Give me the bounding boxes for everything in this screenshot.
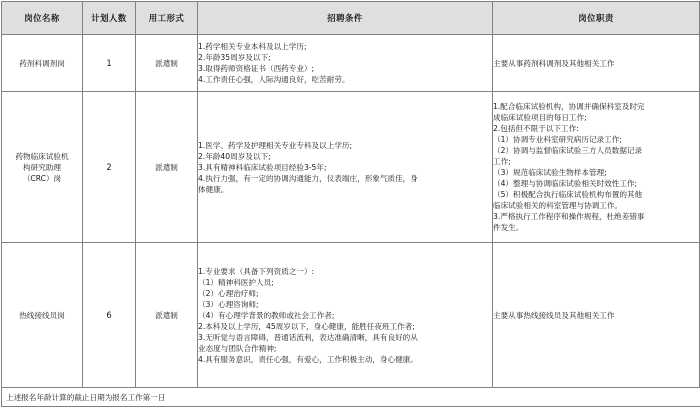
duty-line: 临床试验相关的科室管理与协调工作。 <box>493 201 623 210</box>
requirement-line: 4.执行力强，有一定的协调沟通能力，仪表端庄，形象气质佳，身 <box>198 173 418 183</box>
requirements-cell <box>198 35 493 92</box>
requirements-cell <box>198 92 493 243</box>
table-row <box>2 35 700 92</box>
count-cell: 2 <box>83 92 136 243</box>
duty-line: 1.配合临床试验机构，协调并确保科室及时完 <box>493 102 645 111</box>
requirement-line: 1.医学、药学及护理相关专业专科及以上学历; <box>198 140 353 150</box>
requirement-line: 1.药学相关专业本科及以上学历; <box>198 42 307 51</box>
footnote-row <box>2 388 700 407</box>
table-row <box>2 92 700 243</box>
header-employment: 用工形式 <box>136 2 198 35</box>
count-cell: 1 <box>83 35 136 92</box>
duty-line: 件发生。 <box>493 223 524 232</box>
position-name: 热线接线员岗 <box>19 310 65 320</box>
header-requirements: 招聘条件 <box>198 2 493 35</box>
requirement-line: 3.具有精神科临床试验项目经验3-5年; <box>198 162 327 172</box>
header-count: 计划人数 <box>83 2 136 35</box>
requirement-line: 2.年龄40周岁及以下; <box>198 151 271 161</box>
position-cell <box>2 35 83 92</box>
requirement-line: 2.年龄35周岁及以下; <box>198 53 271 62</box>
employment-cell: 派遣制 <box>136 35 198 92</box>
position-name: （CRC）岗 <box>22 173 62 183</box>
footnote: 上述报名年龄计算的截止日期为报名工作第一日 <box>2 388 700 407</box>
position-name: 药剂科调剂岗 <box>19 58 65 68</box>
requirement-line: （1）精神科医护人员; <box>198 277 274 287</box>
employment-cell: 派遣制 <box>136 243 198 388</box>
requirement-line: （3）心理咨询师; <box>198 299 259 309</box>
duty-line: （5）积极配合执行临床试验机构布置的其他 <box>493 190 643 199</box>
duty-line: （4）整理与协调临床试验相关时效性工作; <box>493 179 638 188</box>
position-name: 构研究助理 <box>23 162 61 172</box>
duty-line: 主要从事药剂科调剂及其他相关工作 <box>493 58 615 68</box>
requirement-line: 4.工作责任心强，人际沟通良好，吃苦耐劳。 <box>198 75 350 84</box>
count-cell: 6 <box>83 243 136 388</box>
duty-line: 成临床试验项目的每日工作; <box>493 113 587 122</box>
recruitment-table <box>1 1 700 407</box>
requirement-line: （2）心理治疗师; <box>198 288 259 298</box>
duty-line: 3.严格执行工作程序和操作规程，杜绝差错事 <box>493 212 645 221</box>
requirement-line: 4.具有服务意识，责任心强，有爱心，工作积极主动，身心健康。 <box>198 354 418 364</box>
duties-cell <box>493 92 700 243</box>
position-name: 药物临床试验机 <box>15 151 69 161</box>
duty-line: （1）协调专业科室研究病历记录工作; <box>493 135 622 144</box>
duties-cell <box>493 243 700 388</box>
requirement-line: 体健康。 <box>198 184 229 194</box>
requirement-line: 2.本科及以上学历，45周岁以下，身心健康，能胜任夜班工作者; <box>198 321 415 331</box>
duty-line: （2）协调与监督临床试验三方人员数据记录 <box>493 146 643 155</box>
requirement-line: 业态度与团队合作精神; <box>198 343 277 353</box>
requirement-line: （4）有心理学背景的教师或社会工作者; <box>198 310 335 320</box>
duty-line: 主要从事热线接线员及其他相关工作 <box>493 310 615 320</box>
table-row <box>2 243 700 388</box>
recruitment-document <box>1 1 699 407</box>
requirement-line: 3.无听觉与语言障碍，普通话流利，表达准确清晰，具有良好的从 <box>198 332 418 342</box>
duty-line: （3）规范临床试验生物样本管理; <box>493 168 607 177</box>
requirement-line: 1.专业要求（具备下列资质之一）: <box>198 266 315 276</box>
table-header-row <box>2 2 700 35</box>
position-cell <box>2 243 83 388</box>
position-cell <box>2 92 83 243</box>
duty-line: 工作; <box>493 157 511 166</box>
duties-cell <box>493 35 700 92</box>
employment-cell: 派遣制 <box>136 92 198 243</box>
requirements-cell <box>198 243 493 388</box>
header-duties: 岗位职责 <box>493 2 700 35</box>
header-position: 岗位名称 <box>2 2 83 35</box>
requirement-line: 3.取得药师资格证书（西药专业）; <box>198 64 315 73</box>
duty-line: 2.包括但不限于以下工作: <box>493 124 579 133</box>
